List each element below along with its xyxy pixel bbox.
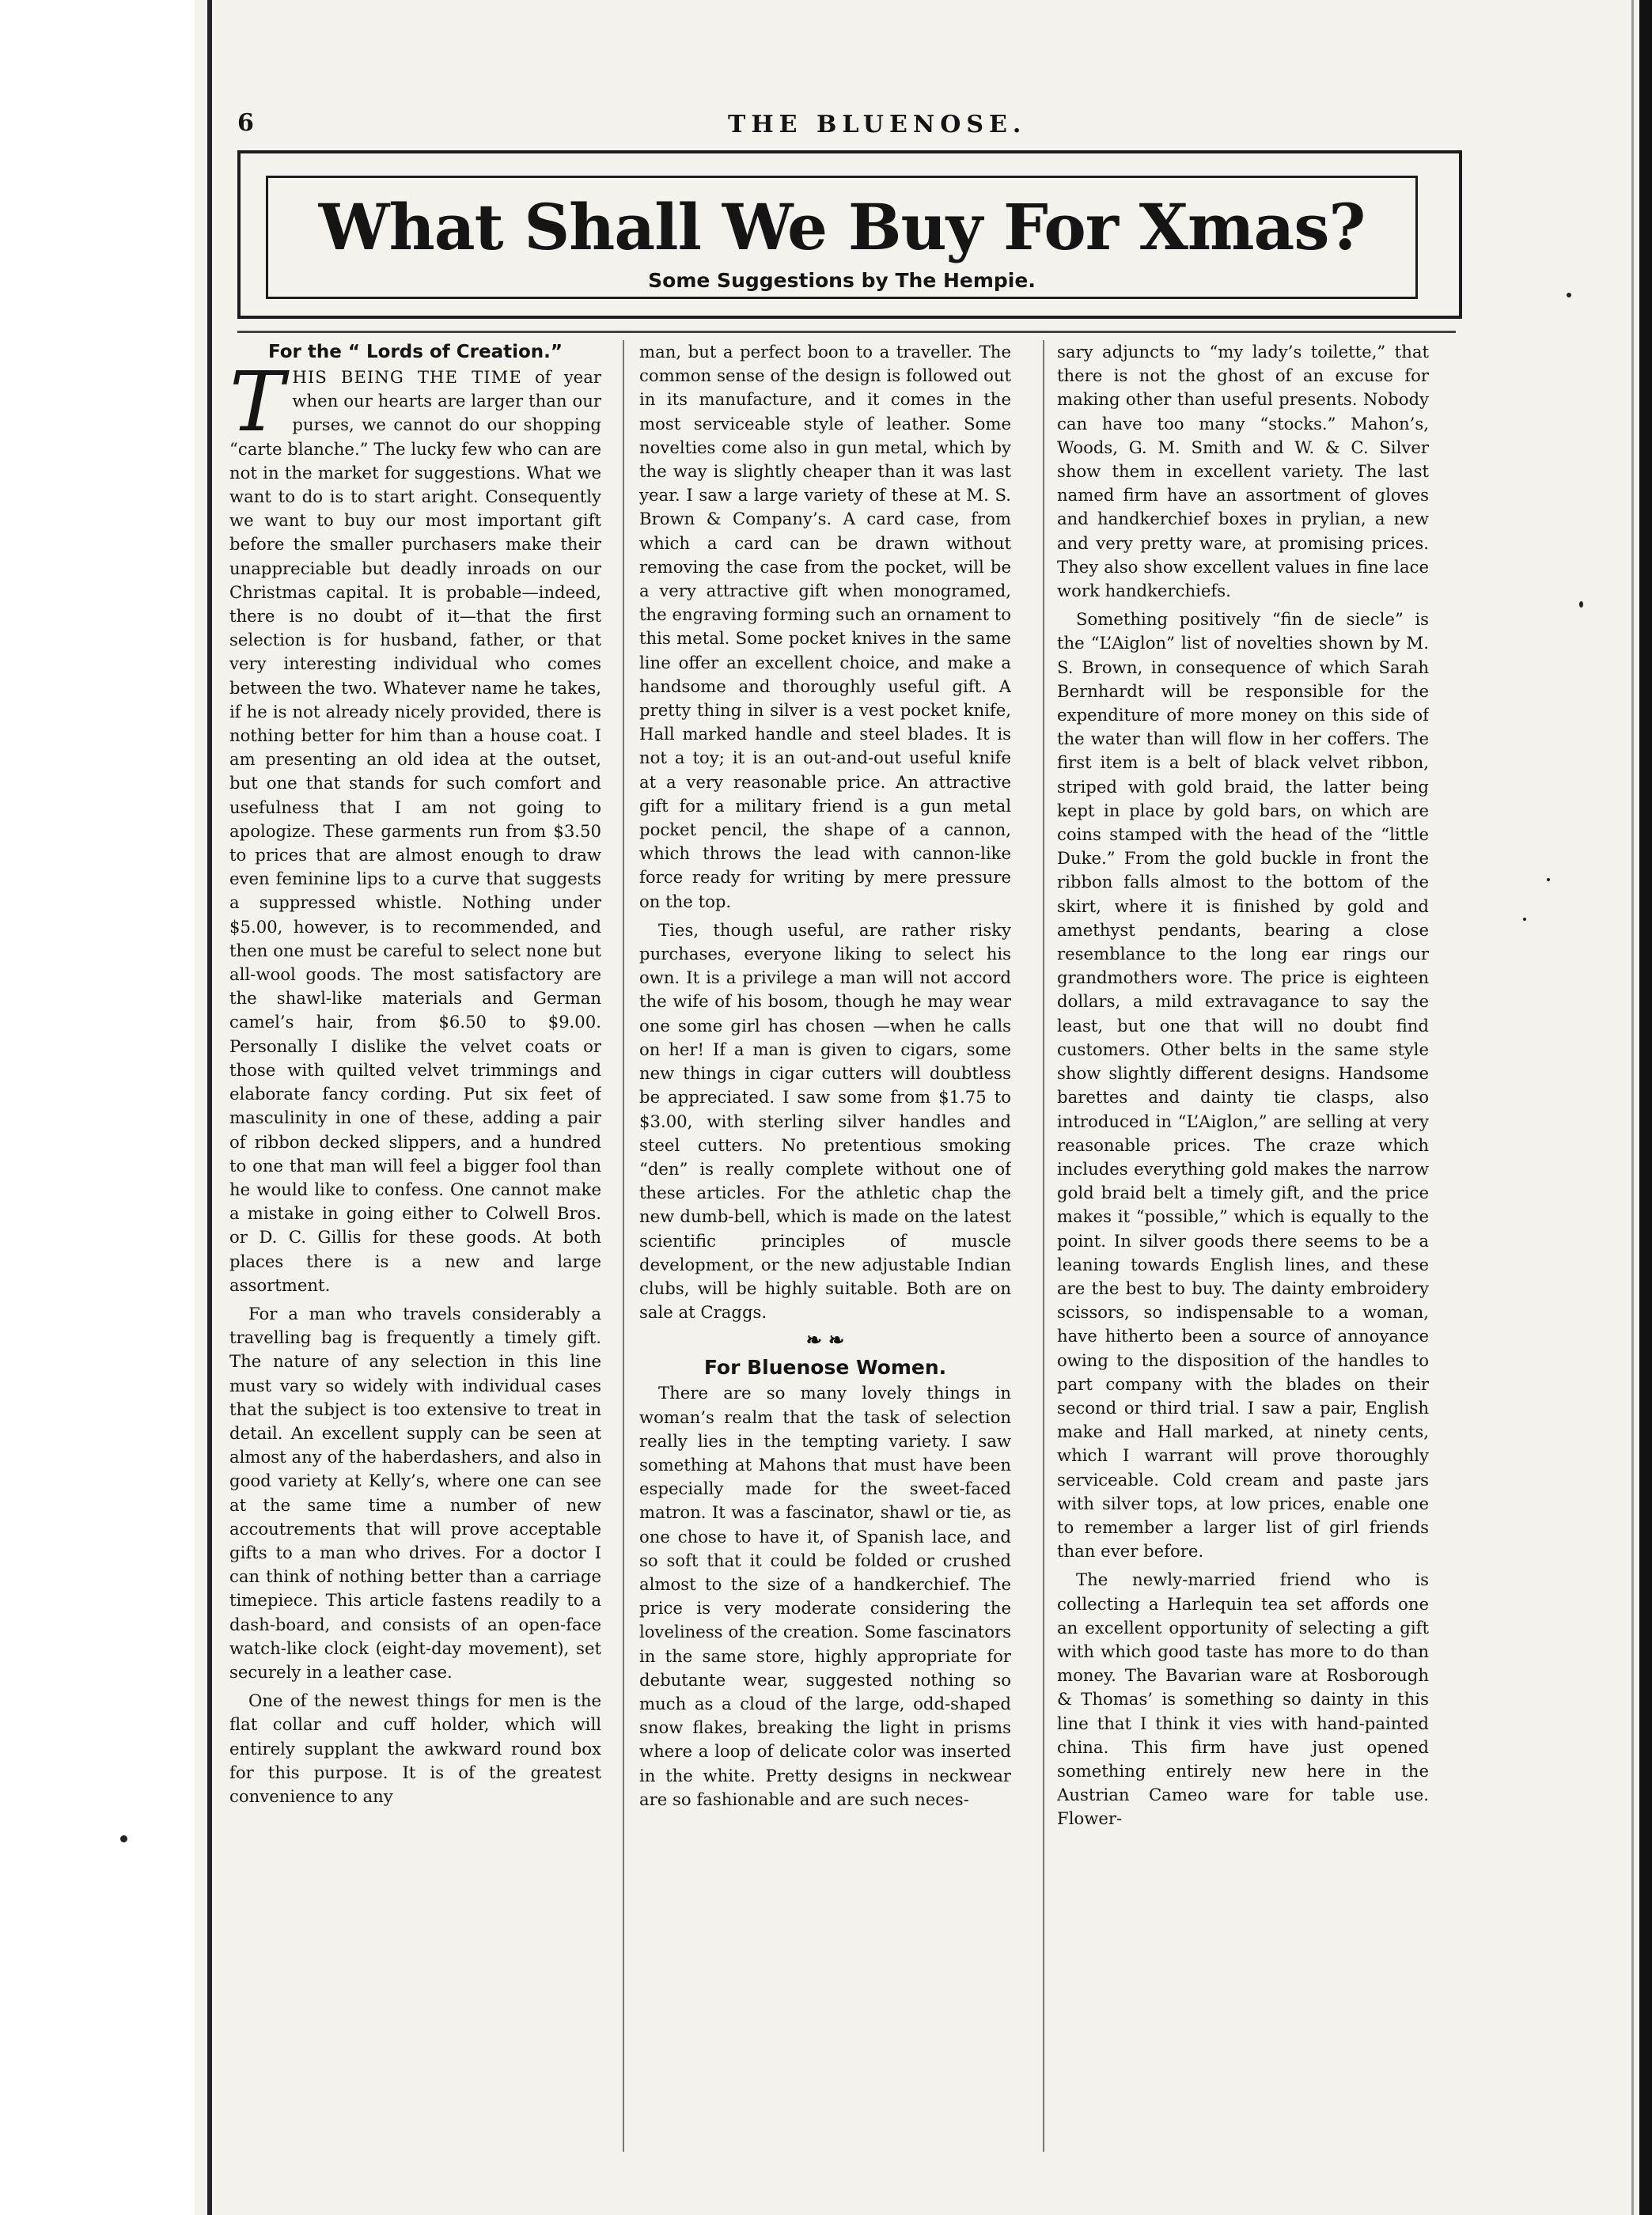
scan-margin (0, 0, 195, 2215)
drop-cap: T (229, 354, 285, 450)
paragraph: sary adjuncts to “my lady’s toilette,” that there is not the ghost of an excuse for making other than useful presents. Nobody can have too many “stocks.” Mahon’s, Woods, G. M. Smith and W. & C. Silver show them in excellent variety. The last named firm have an assortment of gloves and handkerchief boxes in prylian, a new and very pretty ware, at promising prices. They also show excellent values in fine lace work handkerchiefs. (1057, 342, 1429, 601)
paragraph: One of the newest things for men is the flat collar and cuff holder, which will entirely supplant the awkward round box for this purpose. It is of the greatest convenience to any (229, 1691, 601, 1806)
section-heading-men: For the “ Lords of Creation.” (267, 342, 563, 362)
paragraph: Ties, though useful, are rather risky purchases, everyone liking to select his own. It is a privilege a man will not accord the wife of his bosom, though he may wear one some girl has chosen —when he calls on her! If a man is given to cigars, some new things in cigar cutters will doubtless be appreciated. I saw some from $1.75 to $3.00, with sterling silver handles and steel cutters. No pretentious smoking “den” is really complete without one of these articles. For the athletic chap the new dumb-bell, which is made on the latest scientific principles of muscle development, or the new adjustable Indian clubs, will be highly suitable. Both are on sale at Craggs. (639, 919, 1011, 1323)
column-1 (229, 340, 601, 2160)
column-rule (1043, 340, 1044, 2152)
page-edge (1639, 0, 1652, 2215)
column-2 (639, 340, 1011, 2160)
headline-rule (237, 331, 1456, 333)
scan-speck (1567, 293, 1571, 297)
page-edge-shadow (1631, 0, 1634, 2215)
paragraph: Something positively “fin de siecle” is the “L’Aiglon” list of novelties shown by M. S. Brown, in consequence of which Sarah Bernhardt will be responsible for the expenditure of more money on this side of the water than will flow in her coffers. The first item is a belt of black velvet ribbon, striped with gold braid, the latter being kept in place by gold bars, on which are coins stamped with the head of the “little Duke.” From the gold buckle in front the ribbon falls almost to the bottom of the skirt, where it is finished by gold and amethyst pendants, bearing a close resemblance to the long ear rings our grandmothers wore. The price is eighteen dollars, a mild extravagance to say the least, but one that will no doubt find customers. Other belts in the same style show slightly different designs. Handsome barettes and dainty tie clasps, also introduced in “L’Aiglon,” are selling at very reasonable prices. The craze which includes everything gold makes the narrow gold braid belt a timely gift, and the price makes it “possible,” which is equally to the point. In silver goods there seems to be a leaning towards English lines, and these are the best to buy. The dainty embroidery scissors, so indispensable to a woman, have hitherto been a source of annoyance owing to the disposition of the handles to part company with the blades on their second or third trial. I saw a pair, English make and Hall marked, at ninety cents, which I warrant will prove thoroughly serviceable. Cold cream and paste jars with silver tops, at low prices, enable one to remember a larger list of girl friends than ever before. (1057, 609, 1429, 1562)
column-rule (623, 340, 624, 2152)
paragraph (229, 354, 601, 1297)
article-byline: Some Suggestions by The Hempie. (648, 269, 1036, 292)
masthead: THE BLUENOSE. (728, 111, 1027, 138)
scan-speck (120, 1835, 127, 1842)
section-heading-women: For Bluenose Women. (703, 1356, 947, 1380)
scan-speck (1547, 878, 1550, 881)
scan-speck (1523, 918, 1526, 921)
article-headline: What Shall We Buy For Xmas? (318, 190, 1366, 264)
section-ornament: ❧ ❧ (805, 1328, 845, 1352)
lead-caps: HIS BEING THE TIME (292, 367, 522, 387)
paragraph-text: of year when our hearts are larger than our purses, we cannot do our shopping “carte blanche.” The lucky few who can are not in the market for suggestions. What we want to do is to start aright. Consequently we want to buy our most important gift before the smaller purchasers make their unappreciable but deadly inroads on our Christmas capital. It is probable—indeed, there is no doubt of it—that the first selection is for husband, father, or that very interesting individual who comes between the two. Whatever name he takes, if he is not already nicely provided, there is nothing better for him than a house coat. I am presenting an old idea at the outset, but one that stands for such comfort and usefulness that I am not going to apologize. These garments run from $3.50 to prices that are almost enough to draw even feminine lips to a curve that suggests a suppressed whistle. Nothing under $5.00, however, is to recommended, and then one must be careful to select none but all-wool goods. The most satisfactory are the shawl-like materials and German camel’s hair, from $6.50 to $9.00. Personally I dislike the velvet coats or those with quilted velvet trimmings and elaborate fancy cording. Put six feet of masculinity in one of these, adding a pair of ribbon decked slippers, and a hundred to one that man will feel a bigger fool than he would like to confess. One cannot make a mistake in going either to Colwell Bros. or D. C. Gillis for these goods. At both places there is a new and large assortment. (229, 367, 601, 1295)
page-gutter-line (207, 0, 212, 2215)
paragraph: There are so many lovely things in woman’s realm that the task of selection really lies in the tempting variety. I saw something at Mahons that must have been especially made for the sweet-faced matron. It was a fascinator, shawl or tie, as one chose to have it, of Spanish lace, and so soft that it could be folded or crushed almost to the size of a handkerchief. The price is very moderate considering the loveliness of the creation. Some fascinators in the same store, highly appropriate for debutante wear, suggested nothing so much as a cloud of the large, odd-shaped snow flakes, breaking the light in prisms where a loop of delicate color was inserted in the white. Pretty designs in neckwear are so fashionable and are such neces- (639, 1383, 1011, 1809)
page-number: 6 (237, 109, 254, 137)
paragraph: man, but a perfect boon to a traveller. The common sense of the design is followed out in its manufacture, and it comes in the most serviceable style of leather. Some novelties come also in gun metal, which by the way is slightly cheaper than it was last year. I saw a large variety of these at M. S. Brown & Company’s. A card case, from which a card can be drawn without removing the case from the pocket, will be a very attractive gift when monogramed, the engraving forming such an ornament to this metal. Some pocket knives in the same line offer an excellent choice, and make a handsome and thoroughly useful gift. A pretty thing in silver is a vest pocket knife, Hall marked handle and steel blades. It is not a toy; it is an out-and-out useful knife at a very reasonable price. An attractive gift for a military friend is a gun metal pocket pencil, the shape of a cannon, which throws the lead with cannon-like force ready for writing by mere pressure on the top. (639, 342, 1011, 911)
column-3 (1057, 340, 1429, 2160)
paragraph: The newly-married friend who is collecting a Harlequin tea set affords one an excellent opportunity of selecting a gift with which good taste has more to do than money. The Bavarian ware at Rosborough & Thomas’ is something so dainty in this line that I think it vies with hand-painted china. This firm have just opened something entirely new here in the Austrian Cameo ware for table use. Flower- (1057, 1569, 1429, 1829)
scan-speck (1579, 601, 1583, 608)
paragraph: For a man who travels considerably a travelling bag is frequently a timely gift. The nature of any selection in this line must vary so widely with individual cases that the subject is too extensive to treat in detail. An excellent supply can be seen at almost any of the haberdashers, and also in good variety at Kelly’s, where one can see at the same time a number of new accoutrements that will prove acceptable gifts to a man who drives. For a doctor I can think of nothing better than a carriage timepiece. This article fastens readily to a dash-board, and consists of an open-face watch-like clock (eight-day movement), set securely in a leather case. (229, 1303, 601, 1682)
